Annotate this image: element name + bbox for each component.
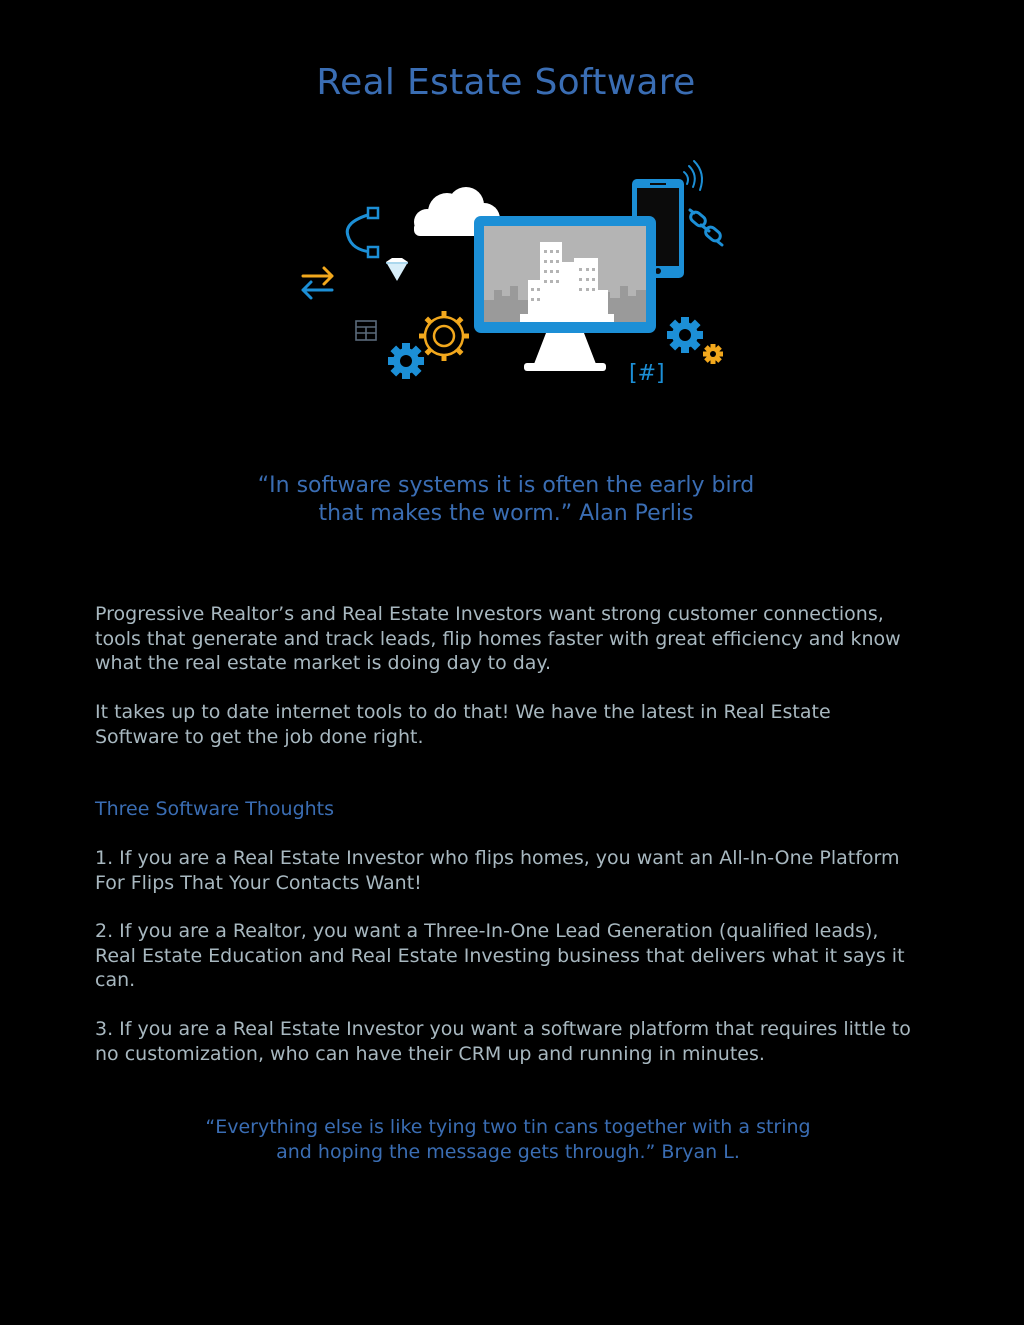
intro-paragraph: Progressive Realtor’s and Real Estate Investors want strong customer connections, tools that generate and track leads, flip homes faster with great efficiency and know what the real estate market is doing day to day.	[95, 603, 901, 674]
chain-link-icon	[689, 210, 723, 245]
page-title: Real Estate Software	[316, 62, 696, 103]
wifi-signal-icon	[684, 161, 702, 190]
table-grid-icon	[356, 321, 376, 340]
gear-icon	[703, 344, 723, 364]
swap-arrows-icon	[303, 268, 332, 298]
gear-icon	[667, 317, 703, 353]
quote-line: “Everything else is like tying two tin cans together with a string	[205, 1116, 811, 1138]
bezier-curve-icon	[347, 208, 378, 257]
gear-icon	[419, 311, 470, 361]
list-item: 3. If you are a Real Estate Investor you want a software platform that requires little to no customization, who can have their CRM up and running in minutes.	[95, 1018, 911, 1065]
hero-illustration	[290, 150, 740, 390]
quote-line: and hoping the message gets through.” Bryan L.	[276, 1141, 740, 1163]
monitor-icon	[474, 216, 656, 371]
quote-line: that makes the worm.” Alan Perlis	[318, 501, 694, 526]
section-heading: Three Software Thoughts	[95, 798, 335, 820]
list-item: 2. If you are a Realtor, you want a Three-In-One Lead Generation (qualified leads), Real Estate Education and Real Estate Investing business that delivers what it says it can.	[95, 920, 905, 991]
diamond-icon	[386, 258, 408, 281]
quote-line: “In software systems it is often the early bird	[257, 473, 755, 498]
quote-perlis	[0, 472, 1012, 528]
gear-icon	[388, 343, 424, 379]
quote-bryan	[0, 1115, 1016, 1165]
list-item: 1. If you are a Real Estate Investor who flips homes, you want an All-In-One Platform For Flips That Your Contacts Want!	[95, 847, 900, 894]
hashtag-icon: [#]	[629, 361, 665, 386]
intro-paragraph: It takes up to date internet tools to do that! We have the latest in Real Estate Software to get the job done right.	[95, 701, 831, 748]
